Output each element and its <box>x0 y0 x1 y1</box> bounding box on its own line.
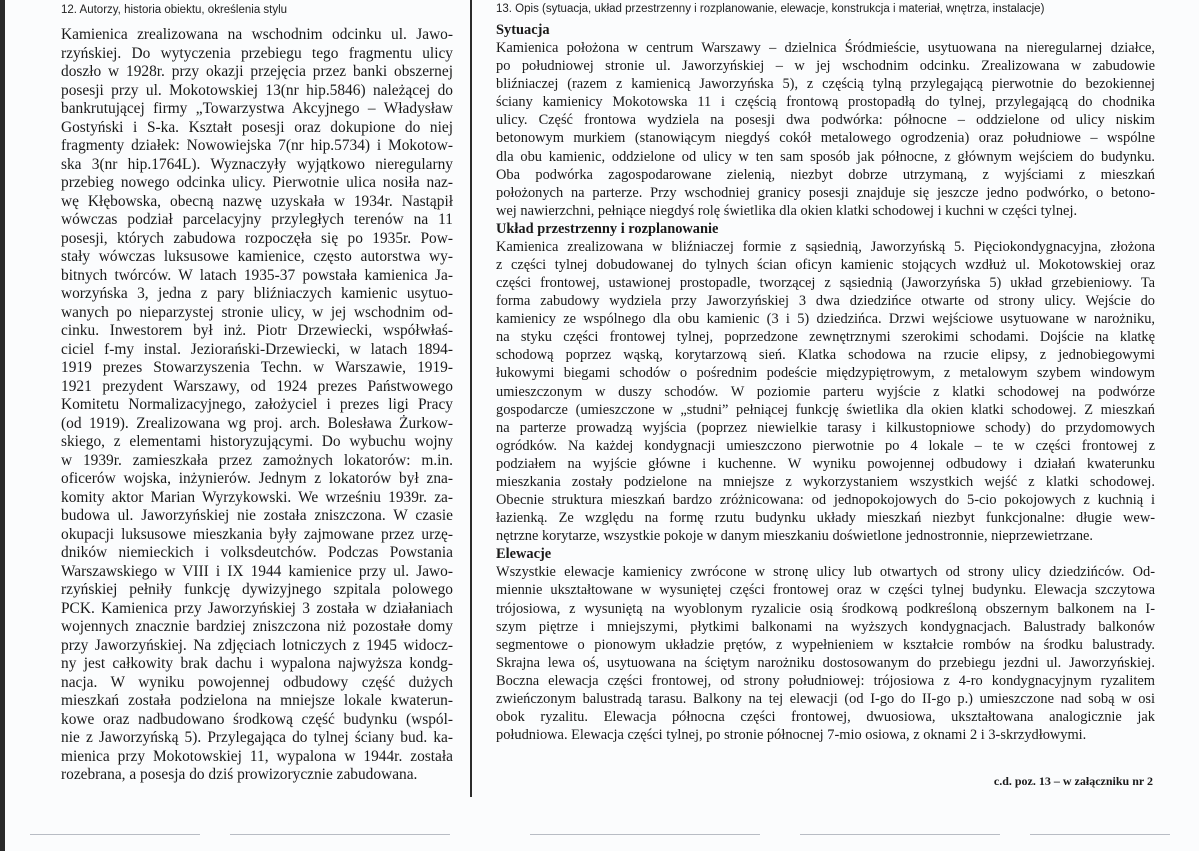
text-line: bankrutującej firmy „Towarzystwa Akcyjnego – Władysław <box>61 100 453 117</box>
divider-line <box>30 834 200 835</box>
text-line: komity aktor Marian Wyrzykowski. We wrześniu 1939r. za- <box>61 488 453 506</box>
continuation-note: c.d. poz. 13 – w załączniku nr 2 <box>993 774 1153 788</box>
text-line: Gostyński i S-ka. Kształt posesji oraz dokupione do niej <box>61 118 453 136</box>
text-line: schodową poprzez wąską, korytarzową sień. Klatka schodowa na rzucie elipsy, z jednobiegowymi <box>496 347 1155 364</box>
text-line: ciciel f-my instal. Jeziorański-Drzewiecki, w latach 1894- <box>61 340 453 358</box>
text-line: łazienką. Ze względu na formę rzutu budynku układy mieszkań niezbyt funkcjonalne: długie wew- <box>496 510 1155 527</box>
text-line: Kamienica zrealizowana na wschodnim odcinku ul. Jawo- <box>61 26 453 43</box>
column-divider <box>470 0 472 797</box>
text-line: rzyńskiej pełniły funkcję dywizyjnego szpitala polowego <box>61 581 453 598</box>
text-line: posesji przy ul. Mokotowskiej 13(nr hip.5846) należącej do <box>61 81 453 99</box>
text-line: wówczas podział parcelacyjny przyległych terenów na 11 <box>61 211 453 228</box>
section-12-heading: 12. Autorzy, historia obiektu, określenia stylu <box>61 4 288 16</box>
text-line: 1919 prezes Stowarzyszenia Techn. w Warszawie, 1919- <box>61 359 453 376</box>
text-line: przy Jaworzyńskiej. Na zdjęciach lotniczych z 1945 widocz- <box>61 636 453 654</box>
text-line: skiego, z elementami historyzującymi. Do wybuchu wojny <box>61 433 453 450</box>
text-line: forma zabudowy wydziela przy Jaworzyńskiej 3 dwa dziedzińce otwarte od strony ulicy. Wejście do <box>496 293 1155 310</box>
divider-line <box>800 834 1000 835</box>
text-line: stały wówczas luksusowe kamienice, często autorstwa wy- <box>61 248 453 265</box>
text-line: południowa. Elewacja części tylnej, po stronie północnej 7-mio osiowa, z oknami 2 i 3-skrzydłowymi. <box>496 727 1087 744</box>
divider-line <box>230 834 450 835</box>
text-line: segmentowe o pionowym układzie prętów, z wypełnieniem w kształcie rombów na środku balustrady. <box>496 636 1155 653</box>
text-line: posesji, których zabudowa rozpoczęła się po 1935r. Pow- <box>61 229 453 247</box>
text-line: przebieg nowego odcinka ulicy. Pierwotnie ulica nosiła naz- <box>61 174 453 191</box>
text-line: po południowej stronie ul. Jaworzyńskiej – w jej wschodnim odcinku. Zrealizowana w zabudowie <box>496 58 1155 75</box>
text-line: Wszystkie elewacje kamienicy zwrócone w stronę ulicy lub otwartych od strony ulicy dziedzińców. Od- <box>496 564 1155 581</box>
text-line: kowe oraz nadbudowano środkową część budynku (wspól- <box>61 710 453 728</box>
text-line: fragmenty działek: Nowowiejska 7(nr hip.5734) i Mokotow- <box>61 137 453 154</box>
text-line: Oba podwórka zagospodarowane zielenią, niezbyt dobrze utrzymaną, z wyjściami z mieszkań <box>496 166 1155 183</box>
text-line: z części tylnej dobudowanej do tylnych ścian oficyn kamienic stojących wzdłuż ul. Mokotowskiej oraz <box>496 257 1155 274</box>
text-line: wę Kłębowska, obecną nazwę uzyskała w 1934r. Nastąpił <box>61 192 453 210</box>
text-line: kamienicy ze wspólnego dla obu kamienic (3 i 5) dziedzińca. Drzwi wejściowe usytuowane w narożniku, <box>496 311 1155 328</box>
text-line: ska 3(nr hip.1764L). Wyznaczyły wyjątkowo nieregularny <box>61 155 453 173</box>
text-line: oficerów wojska, inżynierów. Jednym z lokatorów był zna- <box>61 470 453 487</box>
text-line: doszło w 1928r. przy okazji przejęcia przez banki obszernej <box>61 63 453 80</box>
text-line: ulicy. Część frontowa wydziela na posesji dwa podwórka: północne – oddzielone od ulicy niskim <box>496 112 1155 129</box>
text-line: nacja. W wyniku powojennej odbudowy część dużych <box>61 673 453 691</box>
text-line: nętrzne korytarze, wszystkie pokoje w danym mieszkaniu doświetlone jednostronnie, nieprzewietrzane. <box>496 528 1094 545</box>
text-line: Skrajna lewa oś, usytuowana na ściętym narożniku dostosowanym do przebiegu jezdni ul. Jaworzyńskiej. <box>496 654 1155 671</box>
scan-edge <box>0 0 5 851</box>
text-line: Obecnie struktura mieszkań bardzo zróżnicowana: od jednopokojowych do 5-cio pokojowych z kuchnią i <box>496 492 1155 509</box>
text-line: szym piętrze i mniejszymi, płytkimi balkonami na wyższych kondygnacjach. Balustrady balkonów <box>496 618 1155 635</box>
text-line: mieszkania zostały podzielone na mniejsze z wykorzystaniem wszystkich wejść z klatki schodowej. <box>496 473 1155 490</box>
text-line: Kamienica zrealizowana w bliźniaczej formie z sąsiednią, Jaworzyńską 5. Pięciokondygnacyjna, złożona <box>496 238 1155 255</box>
text-line: PCK. Kamienica przy Jaworzyńskiej 3 została w działaniach <box>61 599 453 617</box>
text-line: bitnych twórców. W latach 1935-37 powstała kamienica Ja- <box>61 266 453 284</box>
text-line: Warszawskiego w VIII i IX 1944 kamienice przy ul. Jawo- <box>61 562 453 580</box>
section-13-heading: 13. Opis (sytuacja, układ przestrzenny i rozplanowanie, elewacje, konstrukcja i materiał, wnętrza, instalacje) <box>496 3 1045 15</box>
text-line: obok ryzalitu. Elewacja północna części frontowej, dwuosiowa, ukształtowana analogicznie jak <box>496 708 1155 725</box>
text-line: dników niemieckich i volksdeutchów. Podczas Powstania <box>61 544 453 561</box>
text-line: bliźniaczej (razem z kamienicą Jaworzyńska 5), z częścią tylną przylegającą pierwotnie do bezokiennej <box>496 76 1155 93</box>
text-line: Komitetu Normalizacyjnego, założyciel i prezes ligi Pracy <box>61 396 453 413</box>
subsection-heading: Sytuacja <box>496 22 550 38</box>
text-line: okupacji luksusowe mieszkania były zajmowane przez urzę- <box>61 525 453 543</box>
text-line: 1921 prezydent Warszawy, od 1924 prezes Państwowego <box>61 377 453 395</box>
text-line: rzyńskiej. Do wytyczenia przebiegu tego fragmentu ulicy <box>61 44 453 62</box>
divider-line <box>530 834 760 835</box>
text-line: wej nawierzchni, pełniące niegdyś rolę świetlika dla okien klatki schodowej i kuchni w części tylnej. <box>496 202 1078 219</box>
text-line: budowa ul. Jaworzyńskiej nie została zniszczona. W czasie <box>61 507 453 524</box>
text-line: betonowym murkiem (stanowiącym niegdyś cokół metalowego ogrodzenia) oraz południowe – wspólne <box>496 130 1155 147</box>
text-line: na styku części frontowej tylnej, poprzedzone zewnętrznymi szerokimi schodami. Dojście na klatkę <box>496 329 1155 346</box>
text-line: w 1939r. zamieszkała przez zamożnych lokatorów: m.in. <box>61 451 453 469</box>
text-line: (od 1919). Zrealizowana wg proj. arch. Bolesława Żurkow- <box>61 414 453 432</box>
text-line: podziałem na wyjście główne i kuchenne. W wyniku powojennej odbudowy i działań kwaterunku <box>496 455 1155 472</box>
text-line: wanych po nieparzystej stronie ulicy, w jej wschodnim od- <box>61 303 453 321</box>
history-text-column <box>61 26 453 785</box>
subsection-heading: Układ przestrzenny i rozplanowanie <box>496 220 719 237</box>
divider-line <box>1030 834 1170 835</box>
text-line: Boczna elewacja części frontowej, od strony południowej: trójosiowa z 4-ro kondygnacyjnym ryzalitem <box>496 672 1155 689</box>
description-text-column <box>496 21 1155 744</box>
text-line: rozebrana, a posesja do dziś prowizorycznie zabudowana. <box>61 766 418 783</box>
text-line: worzyńska 3, jedna z pary bliźniaczych kamienic usytuo- <box>61 285 453 302</box>
text-line: mienica przy Mokotowskiej 11, wypalona w 1944r. została <box>61 747 453 765</box>
text-line: na parterze prowadzą wyjścia (poprzez niewielkie tarasy i kilkustopniowe schody) do przydomowych <box>496 419 1155 436</box>
text-line: zwieńczonym balustradą tarasu. Balkony na tej elewacji (od I-go do II-go p.) umieszczone nad sobą w osi <box>496 690 1155 707</box>
text-line: cinku. Inwestorem był inż. Piotr Drzewiecki, współwłaś- <box>61 322 453 339</box>
text-line: ogródków. Na każdej kondygnacji umieszczono pierwotnie po 4 lokale – te w części frontowej z <box>496 437 1155 454</box>
text-line: umieszczonym w duszy schodów. W poziomie parteru wyjście z klatki schodowej na podwórze <box>496 383 1155 400</box>
text-line: wojennych znacznie bardziej zniszczona niż pozostałe domy <box>61 618 453 635</box>
text-line: trójosiowa, z wysuniętą na wyoblonym ryzalicie osią środkową podkreśloną obszernym balkonem na I- <box>496 600 1155 617</box>
text-line: łukowymi biegami schodów o pośrednim podeście międzypiętrowym, z metalowym szybem windowym <box>496 365 1155 382</box>
text-line: ściany kamienicy Mokotowska 11 i częścią frontową prostopadłą do tylnej, przylegającą do chodnika <box>496 94 1155 111</box>
text-line: mieszkań została podzielona na mniejsze lokale kwaterun- <box>61 692 453 709</box>
text-line: części frontowej, ustawionej prostopadle, tworzącej z sąsiednią (Jaworzyńska 5) układ grzebieniowy. Ta <box>496 275 1155 292</box>
text-line: miennie ukształtowane w wysuniętej części frontowej oraz w części tylnej budynku. Elewacja szczytowa <box>496 582 1155 599</box>
text-line: Kamienica położona w centrum Warszawy – dzielnica Śródmieście, usytuowana na nieregularnej działce, <box>496 40 1155 57</box>
text-line: dla obu kamienic, oddzielone od ulicy w ten sam sposób jak północne, z głównym wejściem do budynku. <box>496 148 1155 165</box>
text-line: nie z Jaworzyńską 5). Przylegająca do tylnej ściany bud. ka- <box>61 729 453 746</box>
subsection-heading: Elewacje <box>496 546 552 563</box>
text-line: gospodarcze (umieszczone w „studni” pełniącej funkcję świetlika dla okien klatki schodowej. Z mieszkań <box>496 401 1155 418</box>
text-line: ny jest całkowity brak dachu i wypalona najwyższa kondg- <box>61 655 453 672</box>
text-line: położonych na parterze. Przy wschodniej granicy posesji znajduje się jeszcze jedno podwórko, o betono- <box>496 184 1155 201</box>
